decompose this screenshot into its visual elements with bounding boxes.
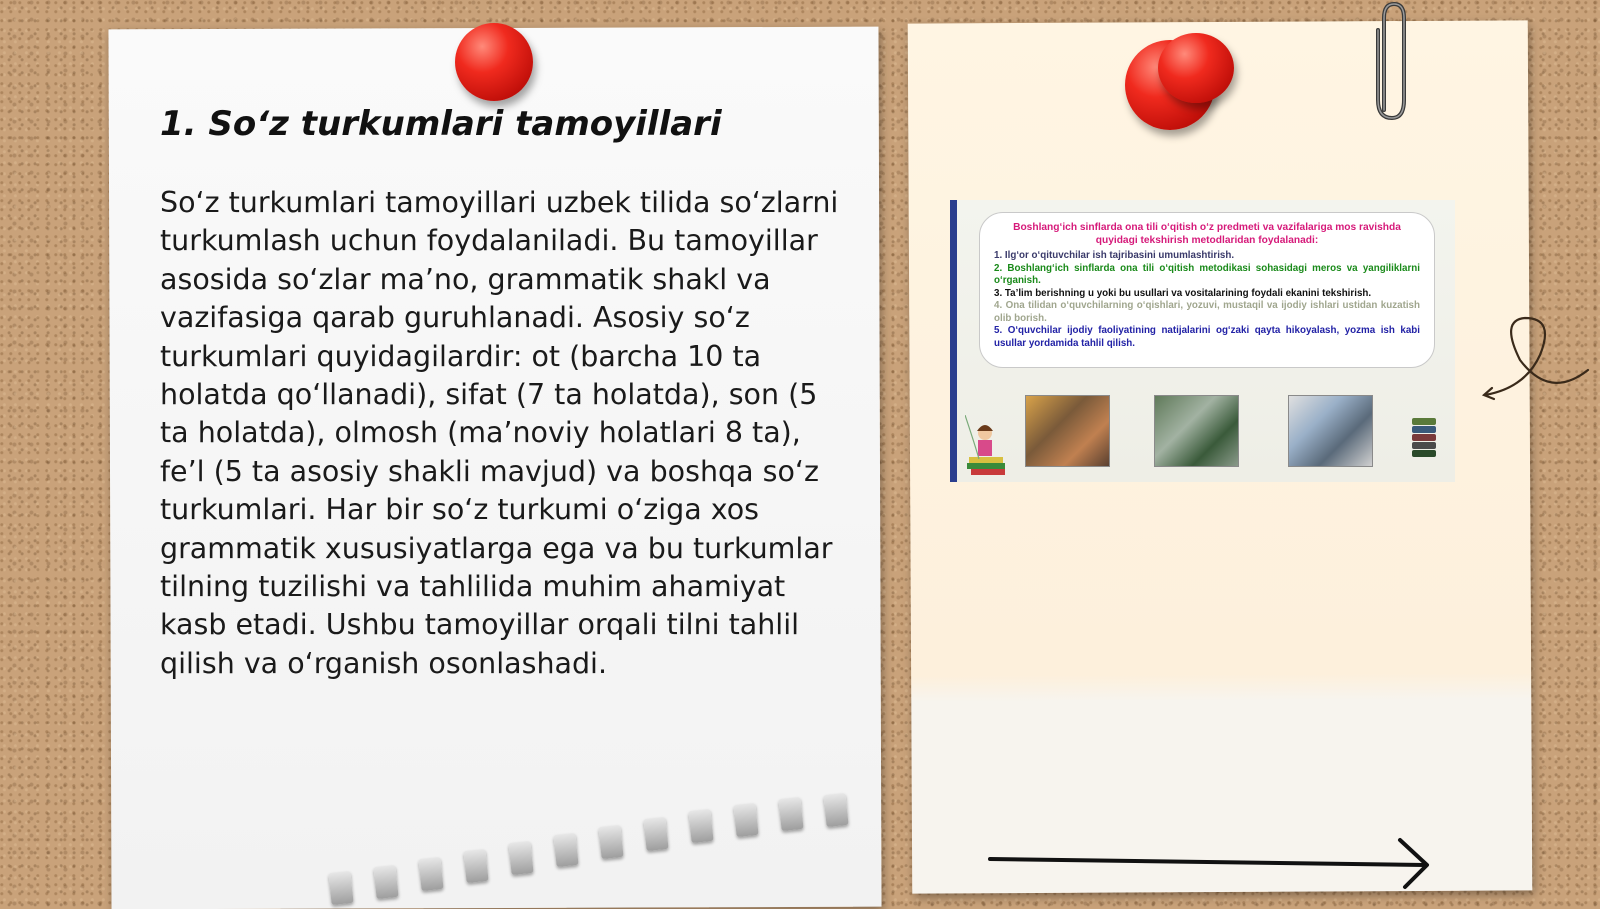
arrow-right-icon: [985, 835, 1445, 895]
classroom-photo: [1025, 395, 1110, 467]
tear-tab: [508, 841, 533, 875]
slide-item: 4. Ona tilidan o‘quvchilarning o‘qishlari, yozuvi, mustaqil va ijodiy ishlari ustidan kuzatish olib borish.: [994, 300, 1420, 324]
slide-heading: Boshlang‘ich sinflarda ona tili o‘qitish o‘z predmeti va vazifalariga mos ravishda quyidagi tekshirish metodlaridan foydalanadi:: [1013, 222, 1401, 246]
tear-tab: [823, 793, 848, 827]
tear-tab: [643, 817, 668, 851]
page-title: 1. So‘z turkumlari tamoyillari: [160, 104, 722, 144]
tear-off-tabs: [320, 800, 880, 900]
books-icon: [1412, 418, 1436, 460]
red-pushpin-icon: [1158, 33, 1234, 103]
tear-tab: [373, 865, 398, 899]
tear-tab: [418, 857, 443, 891]
classroom-photo: [1288, 395, 1373, 467]
slide-item: 2. Boshlang‘ich sinflarda ona tili o‘qitish metodikasi sohasidagi meros va yangiliklarni o‘rganish.: [994, 262, 1420, 286]
tear-tab: [463, 849, 488, 883]
tear-tab: [688, 809, 713, 843]
tear-tab: [733, 803, 758, 837]
classroom-photo: [1154, 395, 1239, 467]
slide-item: 5. O‘quvchilar ijodiy faoliyatining natijalarini og‘zaki qayta hikoyalash, yozma ish kabi usullar yordamida tahlil qilish.: [994, 325, 1420, 349]
tear-tab: [778, 797, 803, 831]
tear-tab: [553, 833, 578, 867]
girl-reading-icon: [965, 415, 1007, 477]
red-pushpin-icon: [455, 23, 533, 101]
slide-item: 3. Ta’lim berishning u yoki bu usullari va vositalarining foydali ekanini tekshirish.: [994, 287, 1372, 299]
slide-item: 1. Ilg‘or o‘qituvchilar ish tajribasini umumlashtirish.: [994, 250, 1235, 261]
paperclip-icon: [1372, 0, 1412, 125]
slide-image: [950, 200, 1455, 482]
slide-text-box: [979, 212, 1435, 368]
tear-tab: [598, 825, 623, 859]
curl-arrow-icon: [1480, 310, 1590, 410]
body-paragraph: So‘z turkumlari tamoyillari uzbek tilida so‘zlarni turkumlash uchun foydalaniladi. Bu tamoyillar asosida so‘zlar ma’no, grammatik shakl va vazifasiga qarab guruhlanadi. Asosiy so‘z turkumlari quyidagilardir: ot (barcha 10 ta holatda qo‘llanadi), sifat (7 ta holatda), son (5 ta holatda), olmosh (ma’noviy holatlari 8 ta), fe’l (5 ta asosiy shakli mavjud) va boshqa so‘z turkumlari. Har bir so‘z turkumi o‘ziga xos grammatik xususiyatlarga ega va bu turkumlar tilning tuzilishi va tahlilida muhim ahamiyat kasb etadi. Ushbu tamoyillar orqali tilni tahlil qilish va o‘rganish osonlashadi.: [160, 186, 839, 680]
